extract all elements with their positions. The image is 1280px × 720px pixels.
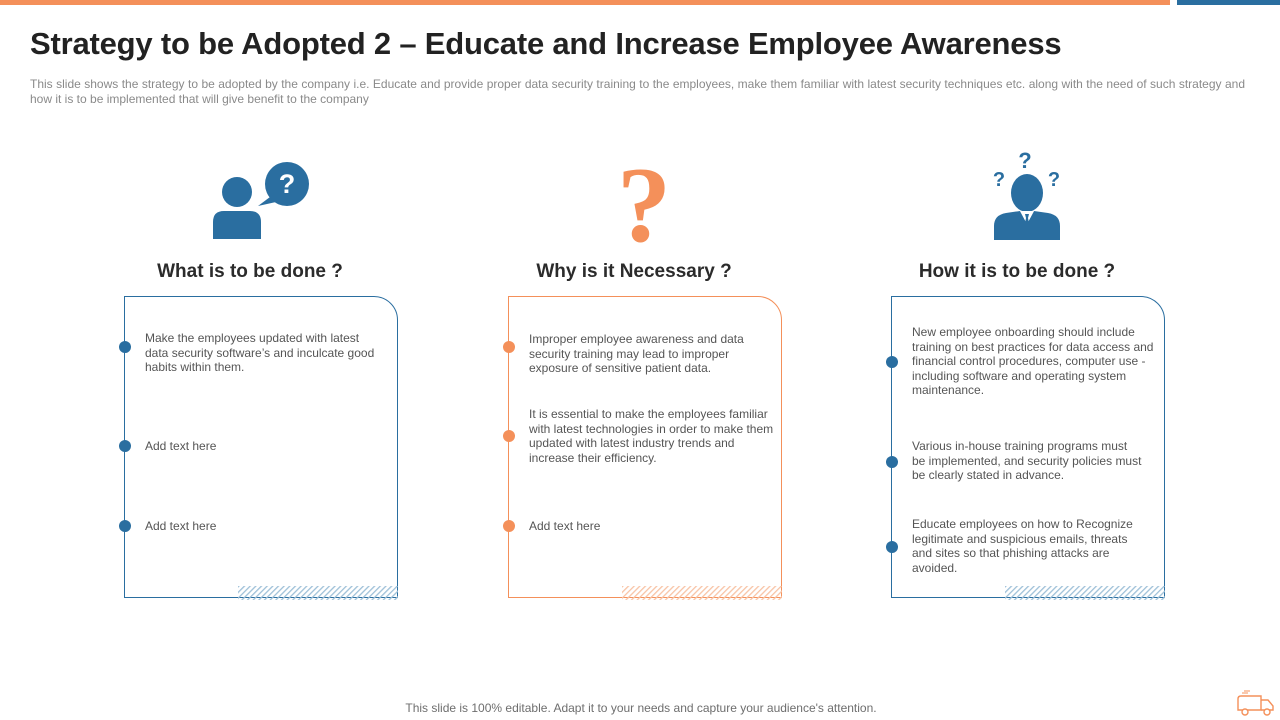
top-accent-bar-orange: [0, 0, 1170, 5]
item-text: Various in-house training programs must be implemented, and security policies must be clearly stated in advance.: [912, 439, 1142, 482]
item-text: It is essential to make the employees familiar with latest technologies in order to make them updated with latest industry trends and increase their efficiency.: [529, 407, 774, 465]
bullet-dot: [503, 341, 515, 353]
svg-text:?: ?: [278, 169, 296, 199]
person-question-bubble-icon: [100, 140, 400, 250]
slide-subtitle: This slide shows the strategy to be adopted by the company i.e. Educate and provide proper data security training to the employees, make them familiar with latest security techniques etc. along with the need of such strategy and how it is to be implemented that will give benefit to the company: [30, 77, 1245, 106]
hatch-pattern: [238, 586, 398, 600]
bullet-dot: [886, 541, 898, 553]
column-heading: What is to be done ?: [157, 261, 343, 282]
item-text: Make the employees updated with latest data security software’s and inculcate good habits within them.: [145, 331, 375, 374]
top-accent-bar-blue: [1177, 0, 1280, 5]
hatch-pattern: [1005, 586, 1165, 600]
confused-businessman-icon: [867, 140, 1167, 250]
bullet-dot: [503, 520, 515, 532]
bullet-dot: [119, 520, 131, 532]
bullet-dot: [119, 341, 131, 353]
svg-text:?: ?: [992, 169, 1006, 191]
content-card: [508, 296, 782, 598]
bullet-dot: [886, 456, 898, 468]
hatch-pattern: [622, 586, 782, 600]
svg-text:?: ?: [1047, 169, 1061, 191]
bullet-dot: [886, 356, 898, 368]
bullet-dot: [503, 430, 515, 442]
column-why: [484, 140, 784, 610]
item-text: Improper employee awareness and data security training may lead to improper exposure of sensitive patient data.: [529, 332, 744, 375]
column-what: [100, 140, 400, 610]
question-mark-icon: [484, 140, 784, 250]
bullet-dot: [119, 440, 131, 452]
svg-text:?: ?: [617, 153, 671, 248]
content-card: [891, 296, 1165, 598]
item-text: Educate employees on how to Recognize legitimate and suspicious emails, threats and sites so that phishing attacks are avoided.: [912, 517, 1133, 575]
slide-title: Strategy to be Adopted 2 – Educate and Increase Employee Awareness: [30, 26, 1062, 61]
column-heading: How it is to be done ?: [918, 261, 1116, 282]
column-heading: Why is it Necessary ?: [536, 261, 732, 282]
item-text: Add text here: [145, 439, 217, 453]
item-text: New employee onboarding should include training on best practices for data access and financial control procedures, computer use - including software and operating system maintenance.: [912, 325, 1154, 397]
delivery-van-logo-icon: [1234, 690, 1278, 718]
content-card: [124, 296, 398, 598]
item-text: Add text here: [529, 519, 601, 533]
footer-note: This slide is 100% editable. Adapt it to your needs and capture your audience's attention.: [405, 701, 877, 715]
item-text: Add text here: [145, 519, 217, 533]
svg-text:?: ?: [1018, 148, 1032, 173]
column-how: [867, 140, 1167, 610]
